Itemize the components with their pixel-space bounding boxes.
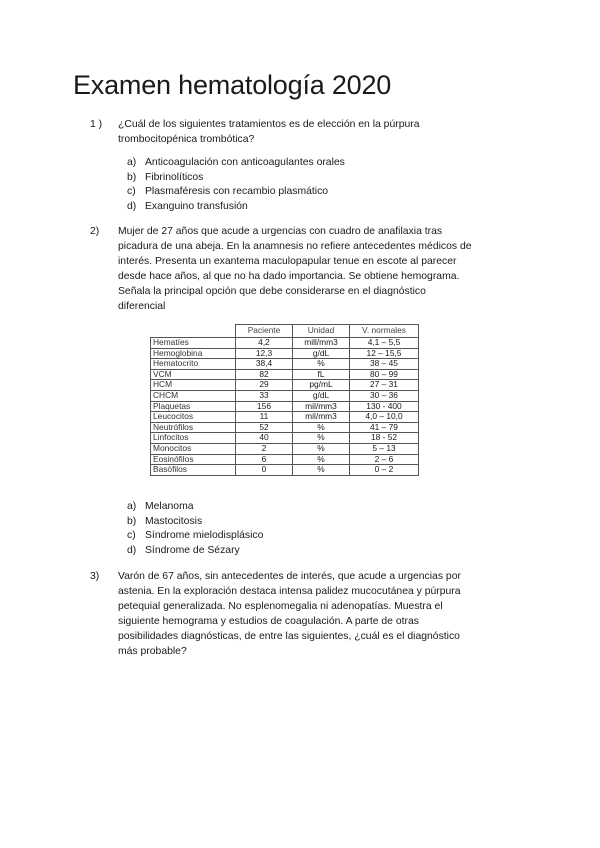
option-c	[127, 529, 263, 544]
table-row	[151, 443, 419, 454]
question-line: posibilidades diagnósticas, de entre las siguientes, ¿cuál es el diagnóstico	[118, 631, 460, 642]
question-number: 3)	[90, 571, 100, 582]
table-row	[151, 348, 419, 359]
table-cell: %	[293, 465, 350, 476]
question-line: astenia. En la exploración destaca intensa palidez mucocutánea y púrpura	[118, 586, 461, 597]
option-c	[127, 185, 345, 200]
question-line: Mujer de 27 años que acude a urgencias con cuadro de anafilaxia tras	[118, 226, 443, 237]
table-cell: fL	[293, 369, 350, 380]
option-letter: c)	[127, 186, 136, 198]
table-cell: 30 – 36	[350, 390, 419, 401]
option-b	[127, 515, 263, 530]
table-cell: VCM	[151, 369, 236, 380]
table-body	[151, 338, 419, 476]
table-cell: Hematocrito	[151, 359, 236, 370]
option-text: Mastocitosis	[145, 515, 203, 527]
table-cell: 6	[236, 454, 293, 465]
table-row	[151, 412, 419, 423]
table-cell: g/dL	[293, 348, 350, 359]
option-letter: d)	[127, 200, 137, 212]
table-cell: 38 – 45	[350, 359, 419, 370]
question-line: picadura de una abeja. En la anamnesis no refiere antecedentes médicos de	[118, 241, 472, 252]
question-text	[118, 224, 520, 314]
question-1	[90, 117, 520, 147]
question-text	[118, 569, 520, 659]
table-cell: Basófilos	[151, 465, 236, 476]
option-letter: d)	[127, 544, 137, 556]
table-cell: Monocitos	[151, 443, 236, 454]
option-a	[127, 156, 345, 171]
question-line: petequial generalizada. No esplenomegalia ni adenopatías. Muestra el	[118, 601, 443, 612]
table-row	[151, 380, 419, 391]
table-cell: Hemoglobina	[151, 348, 236, 359]
table-cell: 2	[236, 443, 293, 454]
table-cell: 41 – 79	[350, 422, 419, 433]
option-letter: a)	[127, 157, 137, 168]
table-cell: 82	[236, 369, 293, 380]
table-cell: 4,0 – 10,0	[350, 412, 419, 423]
option-b	[127, 171, 345, 186]
table-cell: 80 – 99	[350, 369, 419, 380]
question-line: siguiente hemograma y estudios de coagulación. A parte de otras	[118, 616, 419, 627]
table-row	[151, 465, 419, 476]
question-number: 2)	[90, 226, 100, 237]
question-line: trombocitopénica trombótica?	[118, 134, 255, 145]
table-row	[151, 422, 419, 433]
table-cell: 156	[236, 401, 293, 412]
table-cell: 27 – 31	[350, 380, 419, 391]
table-cell: %	[293, 433, 350, 444]
table-header-row	[151, 325, 419, 338]
table-cell: 5 – 13	[350, 443, 419, 454]
table-cell: 0 – 2	[350, 465, 419, 476]
table-cell: Hematíes	[151, 338, 236, 349]
option-letter: c)	[127, 530, 136, 542]
table-cell: 40	[236, 433, 293, 444]
option-text: Síndrome de Sézary	[145, 544, 240, 556]
table-cell: HCM	[151, 380, 236, 391]
table-cell: 130 - 400	[350, 401, 419, 412]
table-cell: mil/mm3	[293, 412, 350, 423]
table-cell: %	[293, 359, 350, 370]
question-line: interés. Presenta un exantema maculopapular tenue en escote al parecer	[118, 256, 457, 267]
question-number: 1 )	[90, 119, 103, 130]
option-text: Plasmaféresis con recambio plasmático	[145, 186, 329, 198]
table-cell: 4,2	[236, 338, 293, 349]
question-line: Señala la principal opción que debe considerarse en el diagnóstico	[118, 286, 426, 297]
table-header-cell: Paciente	[236, 325, 293, 338]
question-text	[118, 117, 520, 147]
table-cell: g/dL	[293, 390, 350, 401]
question-line: desde hace años, al que no ha dado importancia. Se obtiene hemograma.	[118, 271, 460, 282]
table-cell: 18 - 52	[350, 433, 419, 444]
table-cell: 38,4	[236, 359, 293, 370]
option-text: Anticoagulación con anticoagulantes orales	[145, 157, 345, 168]
question-line: ¿Cuál de los siguientes tratamientos es de elección en la púrpura	[118, 119, 420, 130]
table-row	[151, 359, 419, 370]
table-cell: Eosinófilos	[151, 454, 236, 465]
table-cell: %	[293, 422, 350, 433]
question-3	[90, 569, 520, 659]
table-cell: 4,1 – 5,5	[350, 338, 419, 349]
table-cell: 12,3	[236, 348, 293, 359]
page-title: Examen hematología 2020	[73, 70, 392, 100]
question-1-options	[127, 156, 345, 214]
table-cell: 11	[236, 412, 293, 423]
table-row	[151, 390, 419, 401]
table-cell: CHCM	[151, 390, 236, 401]
option-a	[127, 500, 263, 515]
option-d	[127, 544, 263, 559]
table-cell: Leucocitos	[151, 412, 236, 423]
option-letter: b)	[127, 515, 137, 527]
table-cell: 52	[236, 422, 293, 433]
table-cell: mil/mm3	[293, 401, 350, 412]
hemogram-table	[150, 324, 419, 476]
table-cell: Linfocitos	[151, 433, 236, 444]
table-cell: pg/mL	[293, 380, 350, 391]
option-text: Exanguino transfusión	[145, 200, 248, 212]
table-cell: 2 – 6	[350, 454, 419, 465]
table-cell: mill/mm3	[293, 338, 350, 349]
table-cell: 12 – 15,5	[350, 348, 419, 359]
table-row	[151, 433, 419, 444]
table-cell: %	[293, 454, 350, 465]
option-text: Melanoma	[145, 501, 194, 512]
table-cell: %	[293, 443, 350, 454]
option-letter: a)	[127, 501, 137, 512]
table-header-cell	[151, 325, 236, 338]
table-cell: Plaquetas	[151, 401, 236, 412]
table-header-cell: Unidad	[293, 325, 350, 338]
question-line: más probable?	[118, 646, 187, 657]
option-letter: b)	[127, 171, 137, 183]
question-2-options	[127, 500, 263, 558]
table-row	[151, 369, 419, 380]
question-line: Varón de 67 años, sin antecedentes de interés, que acude a urgencias por	[118, 571, 461, 582]
table-row	[151, 401, 419, 412]
table-row	[151, 454, 419, 465]
table-header-cell: V. normales	[350, 325, 419, 338]
table-cell: 29	[236, 380, 293, 391]
table-cell: 0	[236, 465, 293, 476]
table-cell: Neutrófilos	[151, 422, 236, 433]
question-2	[90, 224, 520, 314]
question-line: diferencial	[118, 301, 166, 312]
table-row	[151, 338, 419, 349]
option-d	[127, 200, 345, 215]
table-cell: 33	[236, 390, 293, 401]
option-text: Síndrome mielodisplásico	[145, 530, 264, 542]
option-text: Fibrinolíticos	[145, 171, 204, 183]
